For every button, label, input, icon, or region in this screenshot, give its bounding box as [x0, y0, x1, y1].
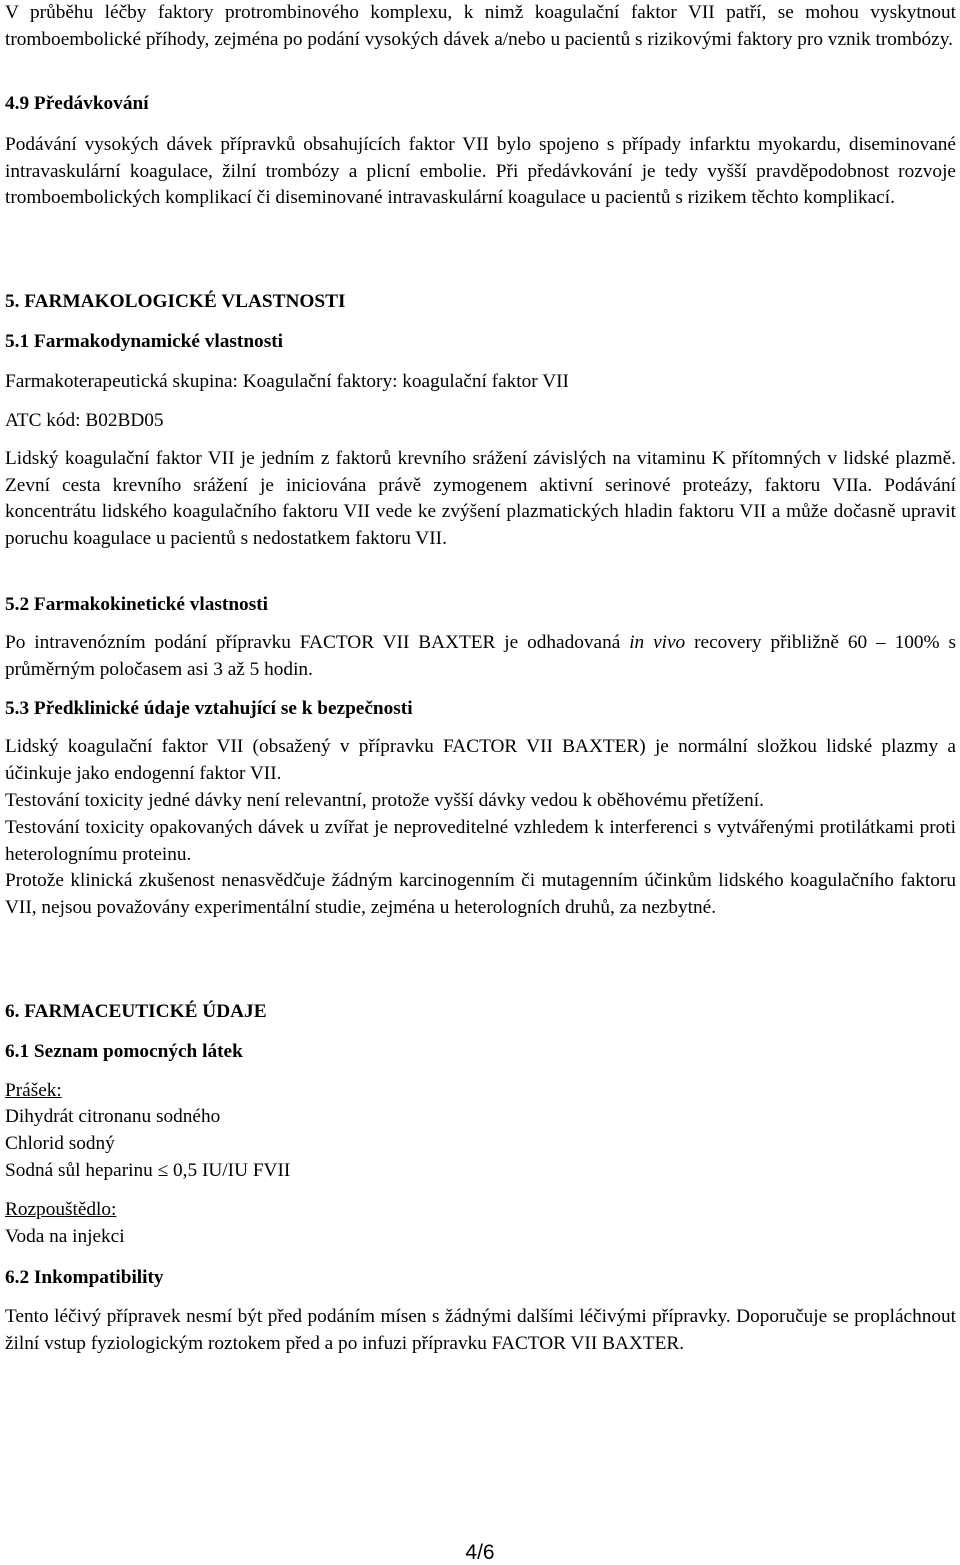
section-5-1-text: Lidský koagulační faktor VII je jedním z faktorů krevního srážení závislých na vitaminu K přítomných v lidské plazmě. Zevní cesta krevního srážení je iniciována právě zymogenem aktivní serinové proteázy, faktoru VIIa. Podávání koncentrátu lidského koagulačního faktoru VII vede ke zvýšení plazmatických hladin faktoru VII a může dočasně upravit poruchu koagulace u pacientů s nedostatkem faktoru VII.	[5, 448, 956, 549]
powder-item: Dihydrát citronanu sodného	[5, 1106, 221, 1127]
section-5-3-heading: 5.3 Předklinické údaje vztahující se k bezpečnosti	[5, 698, 413, 719]
section-5-2-text-part1: Po intravenózním podání přípravku FACTOR VII BAXTER je odhadovaná	[5, 632, 630, 653]
section-4-8-continuation: V průběhu léčby faktory protrombinového komplexu, k nimž koagulační faktor VII patří, se mohou vyskytnout tromboembolické příhody, zejména po podání vysokých dávek a/nebo u pacientů s rizikovými faktory pro vznik trombózy.	[5, 2, 956, 50]
section-5-1-heading: 5.1 Farmakodynamické vlastnosti	[5, 331, 283, 352]
section-4-9-heading: 4.9 Předávkování	[5, 93, 149, 114]
section-5-heading: 5. FARMAKOLOGICKÉ VLASTNOSTI	[5, 291, 346, 312]
powder-label: Prášek:	[5, 1080, 62, 1101]
solvent-item: Voda na injekci	[5, 1226, 125, 1247]
atc-code: ATC kód: B02BD05	[5, 410, 164, 431]
section-4-9-text: Podávání vysokých dávek přípravků obsahujících faktor VII bylo spojeno s případy infarktu myokardu, diseminované intravaskulární koagulace, žilní trombózy a plicní embolie. Při předávkování je tedy vyšší pravděpodobnost rozvoje tromboembolických komplikací či diseminované intravaskulární koagulace u pacientů s rizikem těchto komplikací.	[5, 134, 956, 208]
in-vivo-italic: in vivo	[629, 632, 686, 653]
page-number: 4/6	[465, 1541, 495, 1564]
section-6-2-text: Tento léčivý přípravek nesmí být před podáním mísen s žádnými dalšími léčivými přípravky. Doporučuje se propláchnout žilní vstup fyziologickým roztokem před a po infuzi přípravku FACTOR VII BAXTER.	[5, 1306, 956, 1354]
section-5-3-para-2: Testování toxicity jedné dávky není relevantní, protože vyšší dávky vedou k oběhovému přetížení.	[5, 790, 764, 811]
section-5-3-para-3: Testování toxicity opakovaných dávek u zvířat je neproveditelné vzhledem k interferenci s vytvářenými protilátkami proti heterolognímu proteinu.	[5, 817, 956, 865]
section-5-3-para-4: Protože klinická zkušenost nenasvědčuje žádným karcinogenním či mutagenním účinkům lidského koagulačního faktoru VII, nejsou považovány experimentální studie, zejména u heterologních druhů, za nezbytné.	[5, 870, 956, 918]
section-5-3-para-1: Lidský koagulační faktor VII (obsažený v přípravku FACTOR VII BAXTER) je normální složkou lidské plazmy a účinkuje jako endogenní faktor VII.	[5, 736, 956, 784]
pharmacotherapeutic-group: Farmakoterapeutická skupina: Koagulační faktory: koagulační faktor VII	[5, 371, 569, 392]
section-5-2-text	[5, 630, 956, 683]
section-5-2-heading: 5.2 Farmakokinetické vlastnosti	[5, 594, 268, 615]
powder-item: Chlorid sodný	[5, 1133, 115, 1154]
section-6-heading: 6. FARMACEUTICKÉ ÚDAJE	[5, 1001, 267, 1022]
section-6-2-heading: 6.2 Inkompatibility	[5, 1267, 164, 1288]
section-6-1-heading: 6.1 Seznam pomocných látek	[5, 1041, 243, 1062]
section-5-2-text-part2: recovery přibližně 60 – 100% s průměrným poločasem asi 3 až 5 hodin.	[5, 632, 956, 680]
powder-item: Sodná sůl heparinu ≤ 0,5 IU/IU FVII	[5, 1160, 291, 1181]
solvent-label: Rozpouštědlo:	[5, 1199, 117, 1220]
